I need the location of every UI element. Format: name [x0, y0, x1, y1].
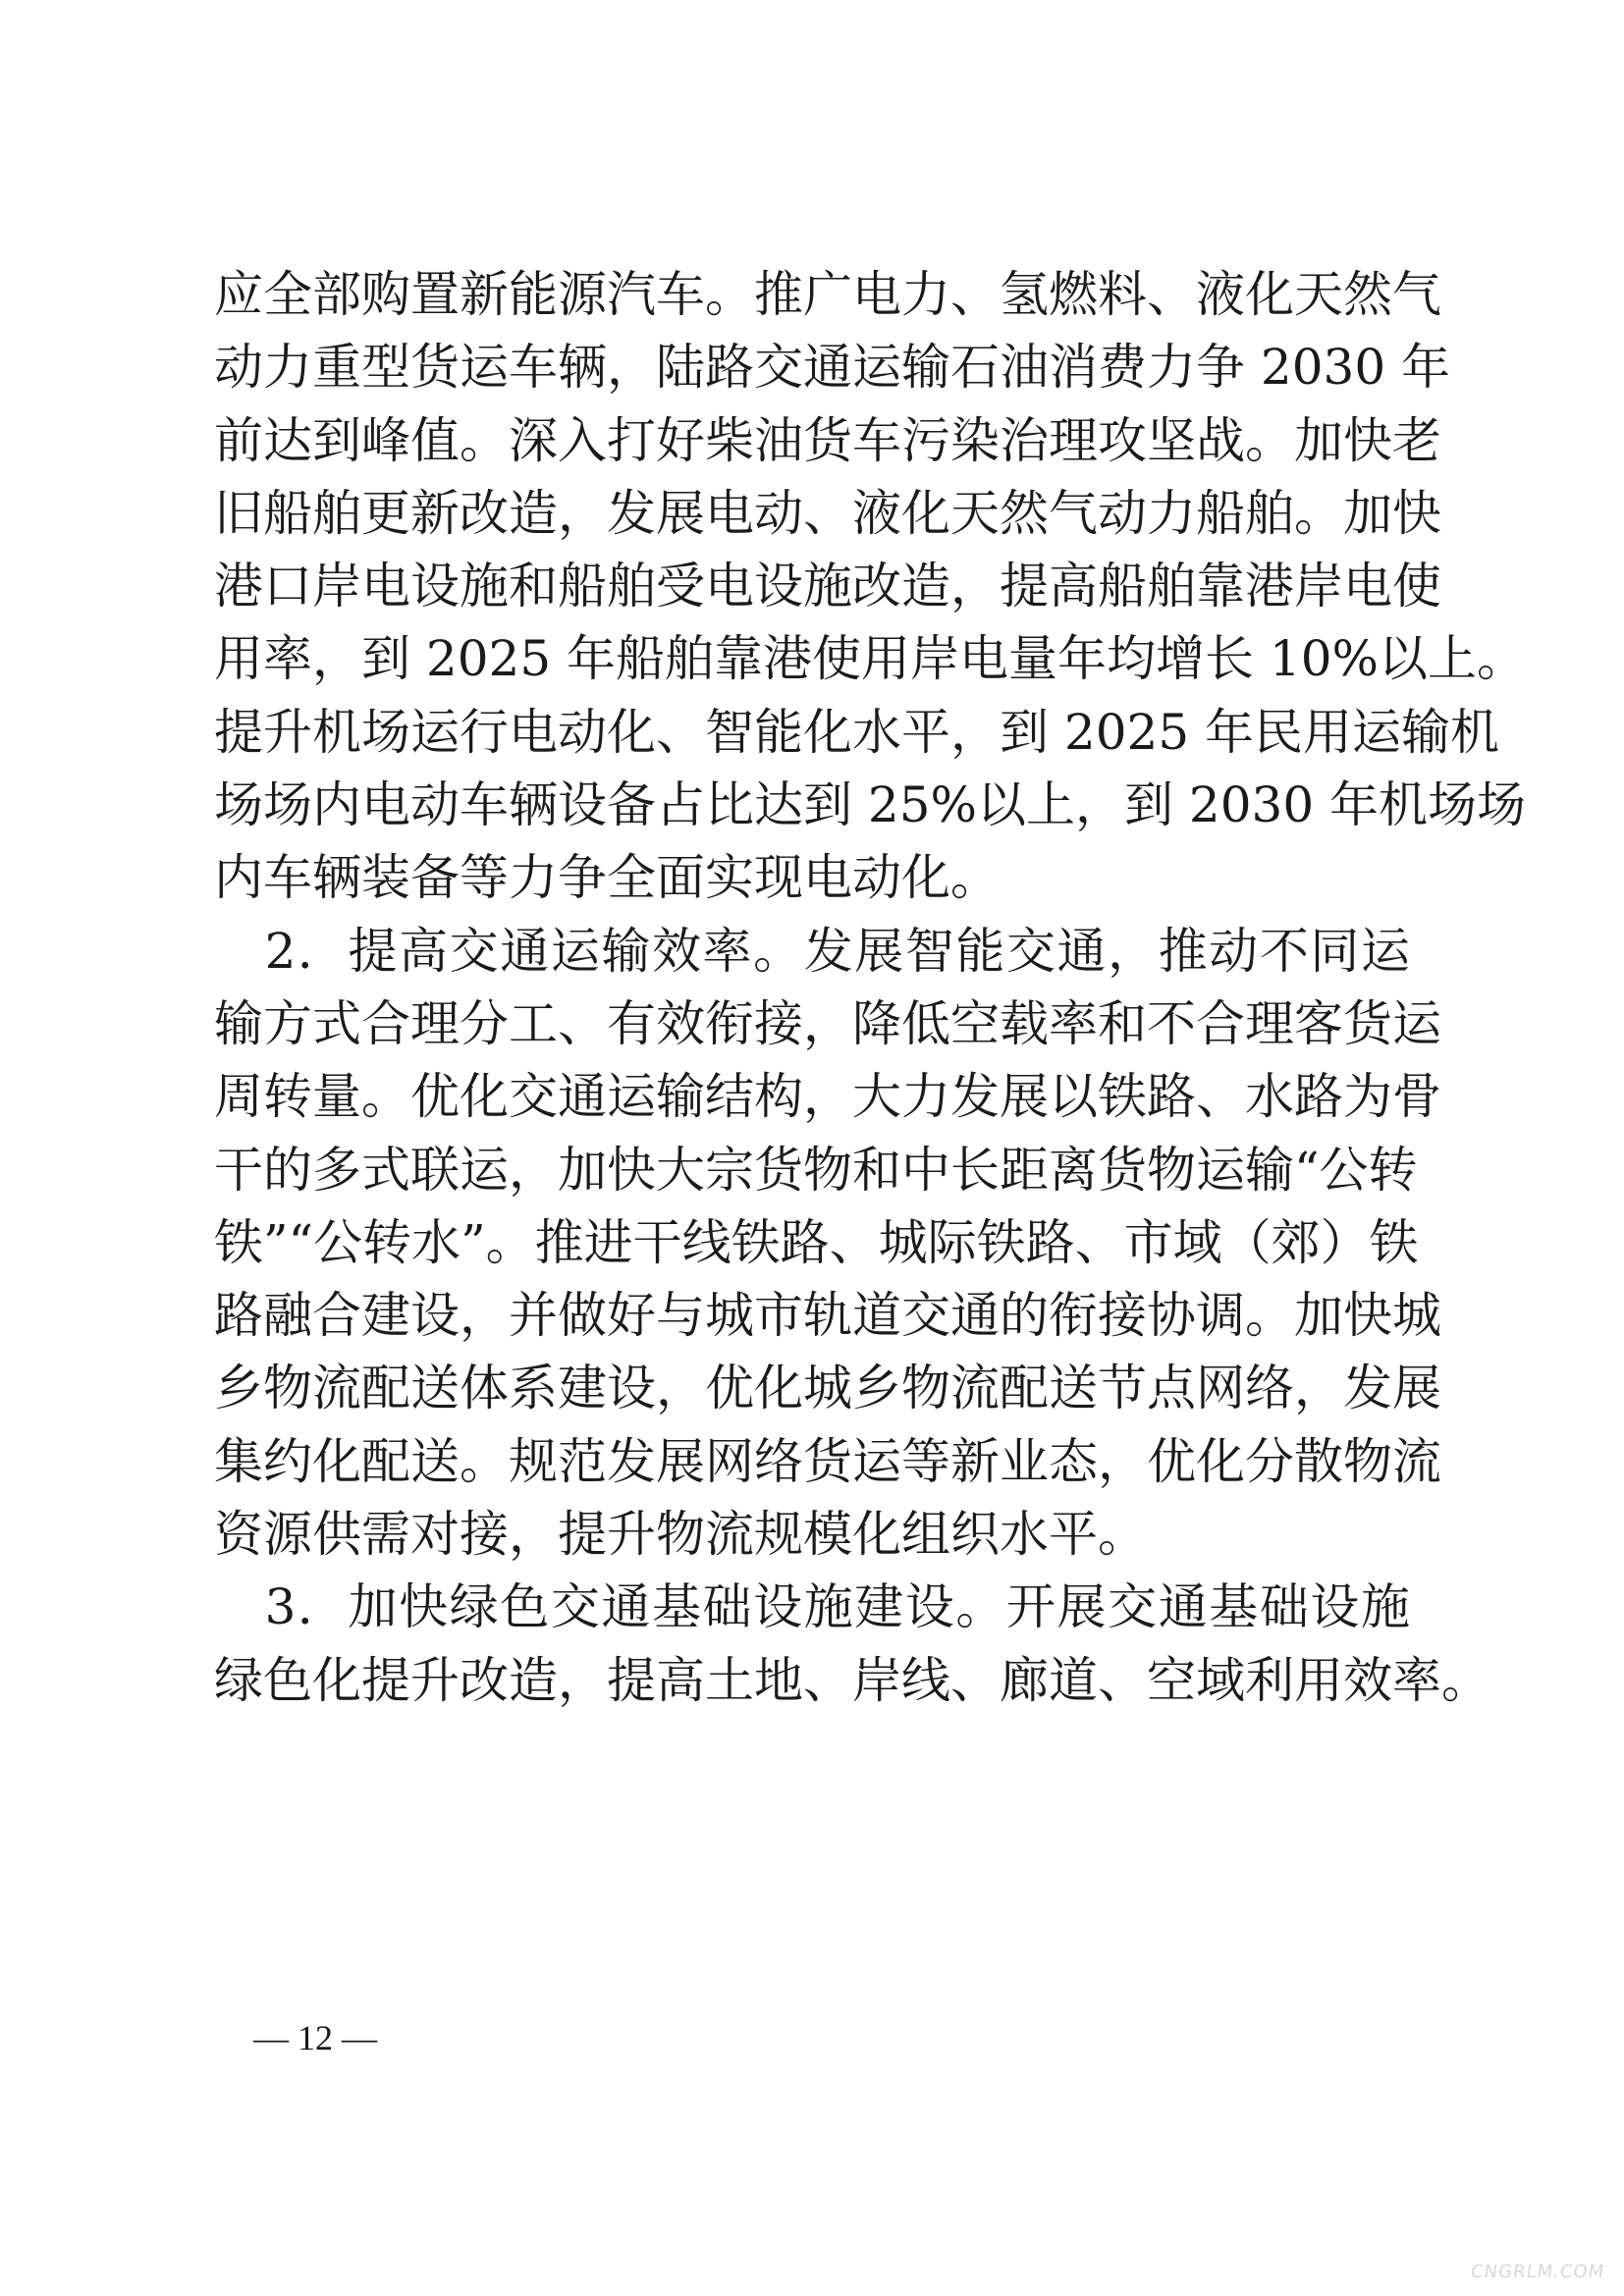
text-line: 乡物流配送体系建设，优化城乡物流配送节点网络，发展	[214, 1360, 1441, 1417]
text-line: 3．加快绿色交通基础设施建设。开展交通基础设施	[214, 1578, 1410, 1636]
text-line: 前达到峰值。深入打好柴油货车污染治理攻坚战。加快老	[214, 411, 1441, 469]
text-line: 资源供需对接，提升物流规模化组织水平。	[214, 1506, 1147, 1564]
text-line: 提升机场运行电动化、智能化水平，到 2025 年民用运输机	[214, 703, 1500, 761]
page-number: — 12 —	[253, 2018, 377, 2057]
text-line: 旧船舶更新改造，发展电动、液化天然气动力船舶。加快	[214, 484, 1441, 542]
text-line: 内车辆装备等力争全面实现电动化。	[214, 849, 1000, 907]
text-line: 场场内电动车辆设备占比达到 25%以上，到 2030 年机场场	[214, 776, 1527, 834]
text-line: 干的多式联运，加快大宗货物和中长距离货物运输“公转	[214, 1141, 1418, 1199]
text-line: 绿色化提升改造，提高土地、岸线、廊道、空域利用效率。	[214, 1651, 1490, 1709]
text-line: 应全部购置新能源汽车。推广电力、氢燃料、液化天然气	[214, 266, 1441, 323]
text-line: 2．提高交通运输效率。发展智能交通，推动不同运	[214, 922, 1410, 980]
watermark: CNGRLM.COM	[1469, 2262, 1606, 2282]
text-line: 用率，到 2025 年船舶靠港使用岸电量年均增长 10%以上。	[214, 630, 1527, 688]
body-text	[214, 258, 1527, 1717]
text-line: 动力重型货运车辆，陆路交通运输石油消费力争 2030 年	[214, 339, 1451, 397]
text-line: 集约化配送。规范发展网络货运等新业态，优化分散物流	[214, 1432, 1441, 1490]
text-line: 港口岸电设施和船舶受电设施改造，提高船舶靠港岸电使	[214, 558, 1441, 615]
text-line: 输方式合理分工、有效衔接，降低空载率和不合理客货运	[214, 994, 1441, 1052]
text-line: 路融合建设，并做好与城市轨道交通的衔接协调。加快城	[214, 1287, 1441, 1345]
text-line: 铁”“公转水”。推进干线铁路、城际铁路、市域（郊）铁	[214, 1213, 1419, 1271]
text-line: 周转量。优化交通运输结构，大力发展以铁路、水路为骨	[214, 1068, 1441, 1126]
